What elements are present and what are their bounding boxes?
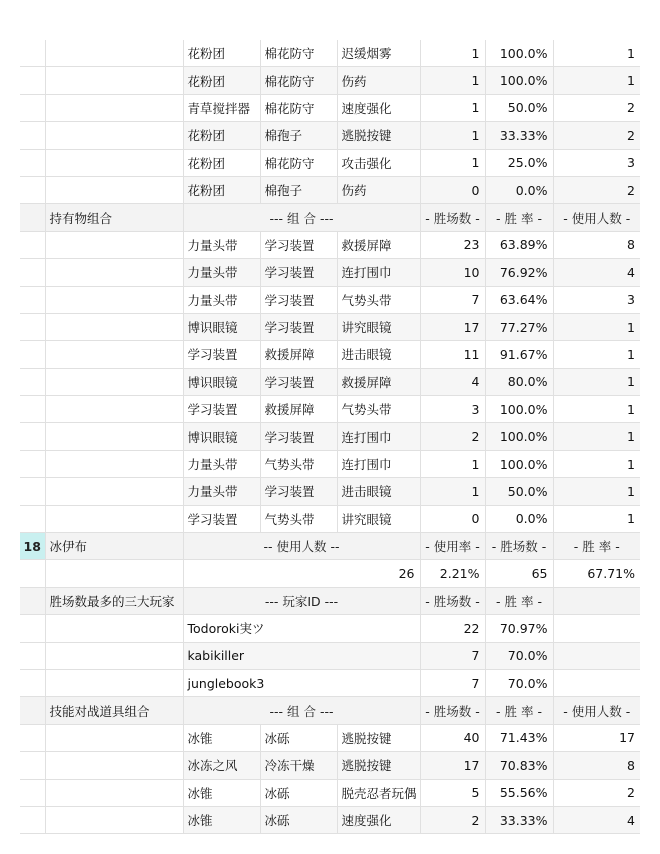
wins-cell: 1 [420,478,485,505]
combo-item-3: 气势头带 [337,396,420,423]
combo-item-2: 学习装置 [260,286,337,313]
win-rate-cell: 0.0% [485,176,553,203]
combo-item-2: 学习装置 [260,259,337,286]
combo-item-2: 学习装置 [260,478,337,505]
win-rate-cell: 76.92% [485,259,553,286]
combo-item-2: 救援屏障 [260,396,337,423]
pokemon-header-row [20,533,640,560]
table-row [20,149,640,176]
section-label-cell [45,122,183,149]
row-index-cell [20,505,45,532]
row-index-cell [20,204,45,231]
section-label-cell [45,94,183,121]
combo-item-1: 学习装置 [183,341,260,368]
combo-item-2: 棉花防守 [260,67,337,94]
row-index-cell [20,615,45,642]
win-rate-value: 67.71% [553,560,640,587]
wins-cell: 3 [420,396,485,423]
player-id-header: --- 玩家ID --- [183,587,420,614]
table-row [20,341,640,368]
wins-header: - 胜场数 - [420,697,485,724]
combo-item-2: 冰砾 [260,806,337,833]
users-header: -- 使用人数 -- [183,533,420,560]
wins-cell: 17 [420,313,485,340]
row-index-cell: 18 [20,533,45,560]
section-header-row [20,204,640,231]
users-cell: 4 [553,259,640,286]
table-row [20,286,640,313]
pokemon-stats-row [20,560,640,587]
section-label-cell [45,478,183,505]
table-row [20,94,640,121]
section-label-cell [45,423,183,450]
wins-cell: 0 [420,505,485,532]
row-index-cell [20,67,45,94]
section-label-cell [45,286,183,313]
row-index-cell [20,724,45,751]
wins-cell: 10 [420,259,485,286]
section-header-row [20,587,640,614]
row-index-cell [20,478,45,505]
combo-item-3: 连打围巾 [337,423,420,450]
users-cell: 2 [553,94,640,121]
combo-item-2: 冰砾 [260,779,337,806]
table-row [20,231,640,258]
combo-header: --- 组 合 --- [183,697,420,724]
section-label-cell [45,779,183,806]
wins-cell: 4 [420,368,485,395]
table-row [20,724,640,751]
row-index-cell [20,752,45,779]
empty-cell [553,642,640,669]
table-row [20,779,640,806]
wins-cell: 23 [420,231,485,258]
row-index-cell [20,587,45,614]
table-row [20,368,640,395]
combo-item-2: 气势头带 [260,450,337,477]
player-id: kabikiller [183,642,420,669]
table-row [20,40,640,67]
combo-item-3: 救援屏障 [337,368,420,395]
wins-cell: 1 [420,149,485,176]
combo-item-2: 冷冻干燥 [260,752,337,779]
pokemon-name: 冰伊布 [45,533,183,560]
wins-value: 65 [485,560,553,587]
table-row [20,259,640,286]
section-label-cell [45,67,183,94]
row-index-cell [20,642,45,669]
combo-item-3: 速度强化 [337,806,420,833]
combo-item-1: 力量头带 [183,478,260,505]
combo-item-2: 棉花防守 [260,94,337,121]
combo-item-2: 救援屏障 [260,341,337,368]
empty-cell [553,669,640,696]
combo-item-1: 花粉团 [183,176,260,203]
row-index-cell [20,423,45,450]
combo-item-2: 学习装置 [260,368,337,395]
row-index-cell [20,149,45,176]
wins-cell: 11 [420,341,485,368]
rate-header: - 胜 率 - [485,587,553,614]
table-row [20,396,640,423]
table-row [20,642,640,669]
win-rate-cell: 70.0% [485,669,553,696]
wins-cell: 1 [420,122,485,149]
table-row [20,423,640,450]
win-rate-cell: 77.27% [485,313,553,340]
row-index-cell [20,560,45,587]
combo-header: --- 组 合 --- [183,204,420,231]
wins-cell: 17 [420,752,485,779]
combo-item-3: 连打围巾 [337,450,420,477]
row-index-cell [20,231,45,258]
users-cell: 3 [553,149,640,176]
section-label-cell [45,724,183,751]
wins-cell: 0 [420,176,485,203]
combo-item-1: 力量头带 [183,259,260,286]
combo-item-1: 冰锥 [183,779,260,806]
users-cell: 1 [553,505,640,532]
win-rate-cell: 33.33% [485,806,553,833]
users-cell: 1 [553,368,640,395]
win-rate-cell: 70.83% [485,752,553,779]
wins-cell: 7 [420,642,485,669]
combo-item-1: 花粉团 [183,67,260,94]
section-label-cell [45,560,183,587]
win-rate-cell: 50.0% [485,94,553,121]
row-index-cell [20,122,45,149]
combo-item-3: 逃脱按键 [337,724,420,751]
combo-item-3: 逃脱按键 [337,752,420,779]
combo-item-2: 气势头带 [260,505,337,532]
combo-item-1: 花粉团 [183,149,260,176]
win-rate-cell: 100.0% [485,450,553,477]
users-cell: 17 [553,724,640,751]
combo-item-3: 逃脱按键 [337,122,420,149]
users-cell: 1 [553,40,640,67]
win-rate-cell: 70.0% [485,642,553,669]
stats-table [20,40,640,834]
wins-cell: 1 [420,40,485,67]
users-cell: 1 [553,450,640,477]
combo-item-1: 博识眼镜 [183,313,260,340]
table-row [20,615,640,642]
users-cell: 8 [553,752,640,779]
section-label-cell [45,396,183,423]
combo-item-1: 学习装置 [183,396,260,423]
section-header-row [20,697,640,724]
section-label-cell [45,806,183,833]
section-label-cell [45,313,183,340]
win-rate-cell: 100.0% [485,67,553,94]
section-title: 技能对战道具组合 [45,697,183,724]
wins-cell: 1 [420,94,485,121]
row-index-cell [20,94,45,121]
table-row [20,450,640,477]
empty-cell [553,615,640,642]
combo-item-3: 脱壳忍者玩偶 [337,779,420,806]
row-index-cell [20,341,45,368]
win-rate-cell: 55.56% [485,779,553,806]
win-rate-cell: 50.0% [485,478,553,505]
section-label-cell [45,505,183,532]
combo-item-2: 学习装置 [260,423,337,450]
combo-item-3: 伤药 [337,67,420,94]
win-rate-cell: 100.0% [485,423,553,450]
wins-cell: 40 [420,724,485,751]
users-cell: 1 [553,423,640,450]
use-rate-header: - 使用率 - [420,533,485,560]
wins-cell: 2 [420,806,485,833]
win-rate-cell: 80.0% [485,368,553,395]
combo-item-3: 迟缓烟雾 [337,40,420,67]
empty-cell [553,587,640,614]
combo-item-1: 博识眼镜 [183,423,260,450]
combo-item-1: 青草搅拌器 [183,94,260,121]
stats-sheet [20,40,640,834]
combo-item-1: 花粉团 [183,40,260,67]
section-label-cell [45,149,183,176]
combo-item-1: 学习装置 [183,505,260,532]
users-value: 26 [183,560,420,587]
combo-item-3: 伤药 [337,176,420,203]
section-label-cell [45,231,183,258]
users-cell: 3 [553,286,640,313]
section-title: 持有物组合 [45,204,183,231]
table-row [20,67,640,94]
player-id: Todoroki実ツ [183,615,420,642]
row-index-cell [20,286,45,313]
row-index-cell [20,450,45,477]
combo-item-2: 冰砾 [260,724,337,751]
users-cell: 2 [553,176,640,203]
row-index-cell [20,40,45,67]
wins-cell: 5 [420,779,485,806]
table-row [20,313,640,340]
combo-item-2: 棉花防守 [260,40,337,67]
users-cell: 2 [553,122,640,149]
win-rate-cell: 70.97% [485,615,553,642]
win-rate-cell: 63.64% [485,286,553,313]
row-index-cell [20,779,45,806]
combo-item-2: 学习装置 [260,313,337,340]
combo-item-3: 速度强化 [337,94,420,121]
wins-cell: 22 [420,615,485,642]
combo-item-3: 救援屏障 [337,231,420,258]
combo-item-3: 攻击强化 [337,149,420,176]
wins-header: - 胜场数 - [485,533,553,560]
combo-item-3: 进击眼镜 [337,478,420,505]
users-header: - 使用人数 - [553,697,640,724]
section-label-cell [45,368,183,395]
combo-item-1: 力量头带 [183,286,260,313]
row-index-cell [20,368,45,395]
combo-item-2: 棉花防守 [260,149,337,176]
section-label-cell [45,752,183,779]
win-rate-cell: 100.0% [485,40,553,67]
wins-cell: 7 [420,669,485,696]
combo-item-3: 讲究眼镜 [337,505,420,532]
win-rate-cell: 100.0% [485,396,553,423]
section-label-cell [45,259,183,286]
table-row [20,176,640,203]
win-rate-cell: 25.0% [485,149,553,176]
use-rate-value: 2.21% [420,560,485,587]
combo-item-1: 花粉团 [183,122,260,149]
win-rate-cell: 33.33% [485,122,553,149]
wins-header: - 胜场数 - [420,204,485,231]
table-row [20,752,640,779]
win-rate-cell: 63.89% [485,231,553,258]
combo-item-3: 进击眼镜 [337,341,420,368]
table-row [20,669,640,696]
users-cell: 1 [553,396,640,423]
section-title: 胜场数最多的三大玩家 [45,587,183,614]
rate-header: - 胜 率 - [485,697,553,724]
row-index-cell [20,396,45,423]
users-cell: 8 [553,231,640,258]
combo-item-1: 冰锥 [183,724,260,751]
section-label-cell [45,669,183,696]
users-cell: 1 [553,313,640,340]
combo-item-1: 力量头带 [183,231,260,258]
section-label-cell [45,40,183,67]
combo-item-2: 学习装置 [260,231,337,258]
combo-item-1: 博识眼镜 [183,368,260,395]
combo-item-1: 力量头带 [183,450,260,477]
wins-header: - 胜场数 - [420,587,485,614]
wins-cell: 2 [420,423,485,450]
wins-cell: 1 [420,67,485,94]
combo-item-1: 冰冻之风 [183,752,260,779]
table-row [20,806,640,833]
users-cell: 1 [553,67,640,94]
row-index-cell [20,697,45,724]
combo-item-3: 讲究眼镜 [337,313,420,340]
combo-item-2: 棉孢子 [260,176,337,203]
users-header: - 使用人数 - [553,204,640,231]
table-row [20,478,640,505]
win-rate-cell: 71.43% [485,724,553,751]
player-id: junglebook3 [183,669,420,696]
row-index-cell [20,313,45,340]
table-row [20,122,640,149]
row-index-cell [20,669,45,696]
users-cell: 2 [553,779,640,806]
wins-cell: 7 [420,286,485,313]
section-label-cell [45,176,183,203]
row-index-cell [20,176,45,203]
win-rate-cell: 91.67% [485,341,553,368]
win-rate-cell: 0.0% [485,505,553,532]
combo-item-3: 连打围巾 [337,259,420,286]
wins-cell: 1 [420,450,485,477]
users-cell: 1 [553,478,640,505]
combo-item-1: 冰锥 [183,806,260,833]
section-label-cell [45,642,183,669]
rate-header: - 胜 率 - [485,204,553,231]
section-label-cell [45,450,183,477]
rate-header: - 胜 率 - [553,533,640,560]
row-index-cell [20,259,45,286]
table-row [20,505,640,532]
users-cell: 4 [553,806,640,833]
section-label-cell [45,615,183,642]
users-cell: 1 [553,341,640,368]
combo-item-2: 棉孢子 [260,122,337,149]
section-label-cell [45,341,183,368]
combo-item-3: 气势头带 [337,286,420,313]
row-index-cell [20,806,45,833]
